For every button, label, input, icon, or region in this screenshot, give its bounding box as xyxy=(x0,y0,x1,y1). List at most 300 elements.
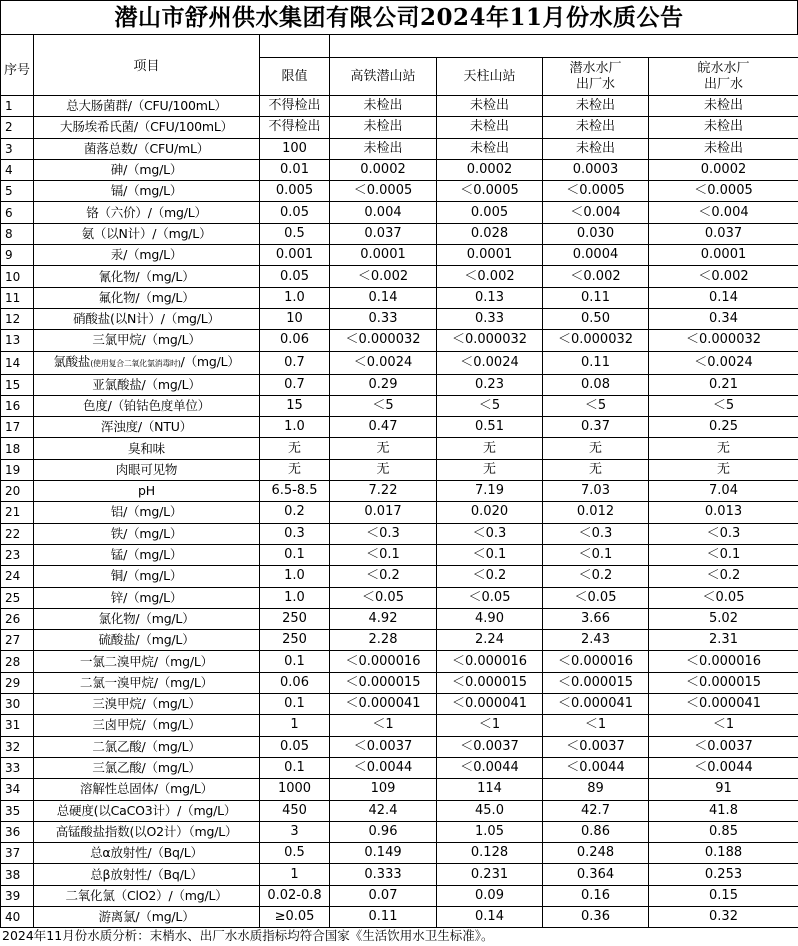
station-1-value: 0.149 xyxy=(330,843,437,864)
station-4-value: ＜0.0044 xyxy=(649,757,798,778)
table-row xyxy=(1,181,798,202)
station-3-value: 0.86 xyxy=(543,821,649,842)
station-2-value: 0.23 xyxy=(437,374,543,395)
station-2-value: 未检出 xyxy=(437,96,543,117)
limit-cell: 450 xyxy=(260,800,330,821)
station-1-value: 7.22 xyxy=(330,481,437,502)
station-3-value: ＜0.004 xyxy=(543,202,649,223)
limit-cell: 3 xyxy=(260,821,330,842)
station-2-value: 0.14 xyxy=(437,906,543,927)
seq-cell: 10 xyxy=(1,266,34,287)
limit-cell: 0.02-0.8 xyxy=(260,885,330,906)
station-2-value: ＜0.002 xyxy=(437,266,543,287)
station-1-value: 无 xyxy=(330,438,437,459)
station-2-value: ＜0.000015 xyxy=(437,672,543,693)
table-row xyxy=(1,630,798,651)
seq-cell: 16 xyxy=(1,395,34,416)
station-1-value: 0.333 xyxy=(330,864,437,885)
item-cell: 三溴甲烷/（mg/L） xyxy=(34,694,260,715)
station-1-value: ＜0.000041 xyxy=(330,694,437,715)
limit-cell: 1.0 xyxy=(260,587,330,608)
table-row xyxy=(1,715,798,736)
station-4-value: 0.15 xyxy=(649,885,798,906)
limit-cell: 0.01 xyxy=(260,159,330,180)
seq-cell: 25 xyxy=(1,587,34,608)
header-station-4 xyxy=(649,58,798,96)
station-4-value: 0.037 xyxy=(649,223,798,244)
station-3-value: ＜0.2 xyxy=(543,566,649,587)
station-4-value: 0.32 xyxy=(649,906,798,927)
table-row xyxy=(1,351,798,374)
header-station-1: 高铁潜山站 xyxy=(330,58,437,96)
table-row xyxy=(1,481,798,502)
station-4-value: 91 xyxy=(649,779,798,800)
station-3-value: 未检出 xyxy=(543,138,649,159)
header-station-3 xyxy=(543,58,649,96)
station-2-value: 114 xyxy=(437,779,543,800)
station-1-value: 未检出 xyxy=(330,96,437,117)
header-row-top xyxy=(1,35,798,58)
seq-cell: 15 xyxy=(1,374,34,395)
seq-cell: 27 xyxy=(1,630,34,651)
station-4-value: 5.02 xyxy=(649,608,798,629)
station-3-value: 7.03 xyxy=(543,481,649,502)
seq-cell: 21 xyxy=(1,502,34,523)
station-3-value: 2.43 xyxy=(543,630,649,651)
table-row xyxy=(1,694,798,715)
header-limit: 限值 xyxy=(260,58,330,96)
station-3-value: ＜0.000032 xyxy=(543,330,649,351)
station-2-value: 无 xyxy=(437,459,543,480)
station-4-value: 7.04 xyxy=(649,481,798,502)
station-2-value: 无 xyxy=(437,438,543,459)
station-1-value: 0.11 xyxy=(330,906,437,927)
limit-cell: 1.0 xyxy=(260,287,330,308)
header-station-2: 天柱山站 xyxy=(437,58,543,96)
station-1-value: 0.0002 xyxy=(330,159,437,180)
station-3-value: 0.50 xyxy=(543,308,649,329)
table-row xyxy=(1,821,798,842)
station-3-value: 0.0004 xyxy=(543,245,649,266)
item-cell: 臭和味 xyxy=(34,438,260,459)
table-row xyxy=(1,566,798,587)
station-1-value: 109 xyxy=(330,779,437,800)
limit-cell: 15 xyxy=(260,395,330,416)
seq-cell: 37 xyxy=(1,843,34,864)
station-2-value: 0.0001 xyxy=(437,245,543,266)
station-4-value: 0.0002 xyxy=(649,159,798,180)
station-3-value: ＜0.000041 xyxy=(543,694,649,715)
station-4-value: ＜0.0024 xyxy=(649,351,798,374)
header-seq: 序号 xyxy=(1,35,34,96)
item-cell: 镉/（mg/L） xyxy=(34,181,260,202)
seq-cell: 13 xyxy=(1,330,34,351)
limit-cell: 0.7 xyxy=(260,374,330,395)
station-4-value: 未检出 xyxy=(649,138,798,159)
station-3-value: ＜0.000015 xyxy=(543,672,649,693)
station-3-value: 0.37 xyxy=(543,417,649,438)
seq-cell: 35 xyxy=(1,800,34,821)
station-1-value: ＜0.3 xyxy=(330,523,437,544)
item-cell: 总β放射性/（Bq/L） xyxy=(34,864,260,885)
item-cell: 三卤甲烷/（mg/L） xyxy=(34,715,260,736)
seq-cell: 39 xyxy=(1,885,34,906)
station-3-value: ＜0.000016 xyxy=(543,651,649,672)
item-cell: 大肠埃希氏菌/（CFU/100mL） xyxy=(34,117,260,138)
table-row xyxy=(1,864,798,885)
limit-cell: 100 xyxy=(260,138,330,159)
item-cell: 总α放射性/（Bq/L） xyxy=(34,843,260,864)
seq-cell: 23 xyxy=(1,544,34,565)
table-row xyxy=(1,417,798,438)
limit-cell: 10 xyxy=(260,308,330,329)
station-4-value: ＜0.000032 xyxy=(649,330,798,351)
limit-cell: 1 xyxy=(260,715,330,736)
station-1-value: ＜0.05 xyxy=(330,587,437,608)
item-cell: 硝酸盐(以N计）/（mg/L） xyxy=(34,308,260,329)
seq-cell: 9 xyxy=(1,245,34,266)
table-row xyxy=(1,245,798,266)
station-1-value: 42.4 xyxy=(330,800,437,821)
item-cell: 锰/（mg/L） xyxy=(34,544,260,565)
station-4-value: ＜1 xyxy=(649,715,798,736)
limit-cell: 0.7 xyxy=(260,351,330,374)
station-1-value: 0.037 xyxy=(330,223,437,244)
item-cell: 锌/（mg/L） xyxy=(34,587,260,608)
limit-cell: 无 xyxy=(260,459,330,480)
limit-cell: 无 xyxy=(260,438,330,459)
station-1-value: ＜0.0037 xyxy=(330,736,437,757)
station-3-value: ＜1 xyxy=(543,715,649,736)
station-4-value: 0.14 xyxy=(649,287,798,308)
station-1-value: 0.017 xyxy=(330,502,437,523)
seq-cell: 2 xyxy=(1,117,34,138)
station-3-value: ＜0.05 xyxy=(543,587,649,608)
seq-cell: 33 xyxy=(1,757,34,778)
station-4-value: 0.34 xyxy=(649,308,798,329)
header-station-3-line1: 潜水水厂 xyxy=(569,60,622,76)
table-row xyxy=(1,779,798,800)
station-4-value: ＜0.000015 xyxy=(649,672,798,693)
item-cell: 三氯甲烷/（mg/L） xyxy=(34,330,260,351)
station-1-value: 0.004 xyxy=(330,202,437,223)
table-row xyxy=(1,736,798,757)
table-row xyxy=(1,223,798,244)
station-3-value: 0.08 xyxy=(543,374,649,395)
item-cell: 二氯一溴甲烷/（mg/L） xyxy=(34,672,260,693)
station-2-value: 0.0002 xyxy=(437,159,543,180)
item-cell: 氯化物/（mg/L） xyxy=(34,608,260,629)
seq-cell: 8 xyxy=(1,223,34,244)
station-3-value: ＜0.1 xyxy=(543,544,649,565)
header-station-4-line1: 皖水水厂 xyxy=(697,60,750,76)
table-row xyxy=(1,374,798,395)
station-3-value: 未检出 xyxy=(543,96,649,117)
station-1-value: 0.33 xyxy=(330,308,437,329)
station-1-value: ＜0.0005 xyxy=(330,181,437,202)
seq-cell: 29 xyxy=(1,672,34,693)
station-3-value: 89 xyxy=(543,779,649,800)
item-cell: 高锰酸盐指数(以O2计）（mg/L） xyxy=(34,821,260,842)
station-1-value: ＜0.2 xyxy=(330,566,437,587)
station-3-value: 42.7 xyxy=(543,800,649,821)
station-2-value: 4.90 xyxy=(437,608,543,629)
table-row xyxy=(1,544,798,565)
item-cell: 亚氯酸盐/（mg/L） xyxy=(34,374,260,395)
station-2-value: 2.24 xyxy=(437,630,543,651)
table-row xyxy=(1,672,798,693)
limit-cell: 1.0 xyxy=(260,417,330,438)
station-2-value: 7.19 xyxy=(437,481,543,502)
station-1-value: ＜0.000016 xyxy=(330,651,437,672)
limit-cell: 不得检出 xyxy=(260,117,330,138)
station-2-value: ＜5 xyxy=(437,395,543,416)
item-name: 氯酸盐 xyxy=(53,353,91,369)
station-4-value: 未检出 xyxy=(649,96,798,117)
item-cell: 氟化物/（mg/L） xyxy=(34,287,260,308)
header-station-4-line2: 出厂水 xyxy=(703,76,743,92)
station-2-value: ＜0.000032 xyxy=(437,330,543,351)
station-3-value: 0.248 xyxy=(543,843,649,864)
station-1-value: 0.96 xyxy=(330,821,437,842)
station-1-value: ＜0.0044 xyxy=(330,757,437,778)
seq-cell: 19 xyxy=(1,459,34,480)
item-cell: 菌落总数/（CFU/mL） xyxy=(34,138,260,159)
seq-cell: 26 xyxy=(1,608,34,629)
station-4-value: ＜0.05 xyxy=(649,587,798,608)
item-cell: 浑浊度/（NTU） xyxy=(34,417,260,438)
station-4-value: ＜0.3 xyxy=(649,523,798,544)
seq-cell: 11 xyxy=(1,287,34,308)
station-3-value: 0.16 xyxy=(543,885,649,906)
header-blank-limit xyxy=(260,35,330,58)
seq-cell: 17 xyxy=(1,417,34,438)
limit-cell: 不得检出 xyxy=(260,96,330,117)
station-3-value: 0.11 xyxy=(543,287,649,308)
station-1-value: 4.92 xyxy=(330,608,437,629)
table-row xyxy=(1,202,798,223)
station-2-value: ＜0.000041 xyxy=(437,694,543,715)
limit-cell: 1 xyxy=(260,864,330,885)
limit-cell: ≥0.05 xyxy=(260,906,330,927)
limit-cell: 0.5 xyxy=(260,223,330,244)
station-2-value: ＜0.2 xyxy=(437,566,543,587)
station-1-value: ＜0.002 xyxy=(330,266,437,287)
limit-cell: 1.0 xyxy=(260,566,330,587)
seq-cell: 34 xyxy=(1,779,34,800)
table-row xyxy=(1,395,798,416)
station-3-value: ＜5 xyxy=(543,395,649,416)
item-cell: 铬（六价）/（mg/L） xyxy=(34,202,260,223)
station-1-value: 未检出 xyxy=(330,117,437,138)
header-station-3-line2: 出厂水 xyxy=(575,76,615,92)
station-2-value: ＜0.3 xyxy=(437,523,543,544)
item-cell: 汞/（mg/L） xyxy=(34,245,260,266)
station-4-value: ＜5 xyxy=(649,395,798,416)
item-cell: 总硬度(以CaCO3计）/（mg/L） xyxy=(34,800,260,821)
station-2-value: ＜0.000016 xyxy=(437,651,543,672)
seq-cell: 1 xyxy=(1,96,34,117)
seq-cell: 31 xyxy=(1,715,34,736)
station-3-value: 0.012 xyxy=(543,502,649,523)
station-1-value: 0.07 xyxy=(330,885,437,906)
table-row xyxy=(1,96,798,117)
station-1-value: ＜5 xyxy=(330,395,437,416)
station-2-value: ＜0.0037 xyxy=(437,736,543,757)
station-1-value: ＜0.1 xyxy=(330,544,437,565)
limit-cell: 0.05 xyxy=(260,266,330,287)
station-4-value: ＜0.000041 xyxy=(649,694,798,715)
table-row xyxy=(1,330,798,351)
table-row xyxy=(1,287,798,308)
table-row xyxy=(1,502,798,523)
station-1-value: 2.28 xyxy=(330,630,437,651)
item-cell: 氰化物/（mg/L） xyxy=(34,266,260,287)
table-row xyxy=(1,800,798,821)
seq-cell: 20 xyxy=(1,481,34,502)
station-4-value: 0.25 xyxy=(649,417,798,438)
station-3-value: ＜0.0005 xyxy=(543,181,649,202)
seq-cell: 36 xyxy=(1,821,34,842)
item-cell: 铜/（mg/L） xyxy=(34,566,260,587)
limit-cell: 6.5-8.5 xyxy=(260,481,330,502)
limit-cell: 0.06 xyxy=(260,672,330,693)
item-cell: 二氧化氯（ClO2）/（mg/L） xyxy=(34,885,260,906)
table-row xyxy=(1,757,798,778)
station-4-value: 2.31 xyxy=(649,630,798,651)
seq-cell: 40 xyxy=(1,906,34,927)
station-3-value: 0.11 xyxy=(543,351,649,374)
station-4-value: ＜0.002 xyxy=(649,266,798,287)
station-4-value: ＜0.000016 xyxy=(649,651,798,672)
station-2-value: 0.33 xyxy=(437,308,543,329)
header-blank-stations xyxy=(330,35,798,58)
station-3-value: 无 xyxy=(543,438,649,459)
seq-cell: 18 xyxy=(1,438,34,459)
table-row xyxy=(1,608,798,629)
limit-cell: 0.2 xyxy=(260,502,330,523)
station-3-value: 0.0003 xyxy=(543,159,649,180)
station-4-value: ＜0.2 xyxy=(649,566,798,587)
station-4-value: 0.21 xyxy=(649,374,798,395)
station-4-value: ＜0.0037 xyxy=(649,736,798,757)
table-row xyxy=(1,523,798,544)
station-4-value: ＜0.004 xyxy=(649,202,798,223)
item-unit: /（mg/L） xyxy=(180,353,240,369)
station-3-value: ＜0.3 xyxy=(543,523,649,544)
station-1-value: 无 xyxy=(330,459,437,480)
station-4-value: 0.0001 xyxy=(649,245,798,266)
seq-cell: 28 xyxy=(1,651,34,672)
table-body xyxy=(1,96,798,928)
station-2-value: ＜0.05 xyxy=(437,587,543,608)
table-row xyxy=(1,159,798,180)
item-cell: 砷/（mg/L） xyxy=(34,159,260,180)
station-4-value: 0.253 xyxy=(649,864,798,885)
limit-cell: 0.1 xyxy=(260,694,330,715)
station-1-value: 0.47 xyxy=(330,417,437,438)
header-item: 项目 xyxy=(34,35,260,96)
station-1-value: ＜0.0024 xyxy=(330,351,437,374)
seq-cell: 22 xyxy=(1,523,34,544)
table-row xyxy=(1,438,798,459)
limit-cell: 0.005 xyxy=(260,181,330,202)
item-cell: 溶解性总固体/（mg/L） xyxy=(34,779,260,800)
item-cell: 二氯乙酸/（mg/L） xyxy=(34,736,260,757)
table-row xyxy=(1,459,798,480)
item-cell: 三氯乙酸/（mg/L） xyxy=(34,757,260,778)
table-row xyxy=(1,138,798,159)
seq-cell: 32 xyxy=(1,736,34,757)
limit-cell: 0.1 xyxy=(260,544,330,565)
limit-cell: 0.001 xyxy=(260,245,330,266)
station-2-value: 未检出 xyxy=(437,117,543,138)
table-row xyxy=(1,117,798,138)
station-3-value: 未检出 xyxy=(543,117,649,138)
station-2-value: ＜0.0005 xyxy=(437,181,543,202)
item-cell: 铁/（mg/L） xyxy=(34,523,260,544)
station-2-value: 0.128 xyxy=(437,843,543,864)
limit-cell: 250 xyxy=(260,630,330,651)
station-3-value: 无 xyxy=(543,459,649,480)
station-2-value: 0.231 xyxy=(437,864,543,885)
station-2-value: ＜0.0024 xyxy=(437,351,543,374)
page-title: 潜山市舒州供水集团有限公司2024年11月份水质公告 xyxy=(0,0,798,34)
station-1-value: 0.0001 xyxy=(330,245,437,266)
seq-cell: 14 xyxy=(1,351,34,374)
limit-cell: 0.05 xyxy=(260,736,330,757)
station-2-value: 0.51 xyxy=(437,417,543,438)
station-3-value: ＜0.0044 xyxy=(543,757,649,778)
analysis-footer: 2024年11月份水质分析：末梢水、出厂水水质指标均符合国家《生活饮用水卫生标准》。 xyxy=(2,928,494,943)
seq-cell: 38 xyxy=(1,864,34,885)
station-4-value: 未检出 xyxy=(649,117,798,138)
station-3-value: ＜0.0037 xyxy=(543,736,649,757)
station-3-value: 0.36 xyxy=(543,906,649,927)
station-4-value: 0.013 xyxy=(649,502,798,523)
table-row xyxy=(1,885,798,906)
station-2-value: 未检出 xyxy=(437,138,543,159)
table-row xyxy=(1,308,798,329)
item-cell: 硫酸盐/（mg/L） xyxy=(34,630,260,651)
water-quality-table xyxy=(0,34,798,928)
station-2-value: ＜1 xyxy=(437,715,543,736)
station-2-value: ＜0.0044 xyxy=(437,757,543,778)
station-2-value: 0.13 xyxy=(437,287,543,308)
station-4-value: ＜0.1 xyxy=(649,544,798,565)
limit-cell: 0.3 xyxy=(260,523,330,544)
table-row xyxy=(1,843,798,864)
seq-cell: 4 xyxy=(1,159,34,180)
seq-cell: 24 xyxy=(1,566,34,587)
station-3-value: ＜0.002 xyxy=(543,266,649,287)
station-4-value: ＜0.0005 xyxy=(649,181,798,202)
limit-cell: 0.1 xyxy=(260,757,330,778)
station-4-value: 0.188 xyxy=(649,843,798,864)
limit-cell: 1000 xyxy=(260,779,330,800)
station-4-value: 无 xyxy=(649,438,798,459)
item-cell: 色度/（铂钴色度单位） xyxy=(34,395,260,416)
station-2-value: ＜0.1 xyxy=(437,544,543,565)
seq-cell: 5 xyxy=(1,181,34,202)
item-cell: 一氯二溴甲烷/（mg/L） xyxy=(34,651,260,672)
item-cell: 氨（以N计）/（mg/L） xyxy=(34,223,260,244)
table-row xyxy=(1,651,798,672)
limit-cell: 0.5 xyxy=(260,843,330,864)
limit-cell: 0.06 xyxy=(260,330,330,351)
station-3-value: 0.364 xyxy=(543,864,649,885)
station-3-value: 3.66 xyxy=(543,608,649,629)
